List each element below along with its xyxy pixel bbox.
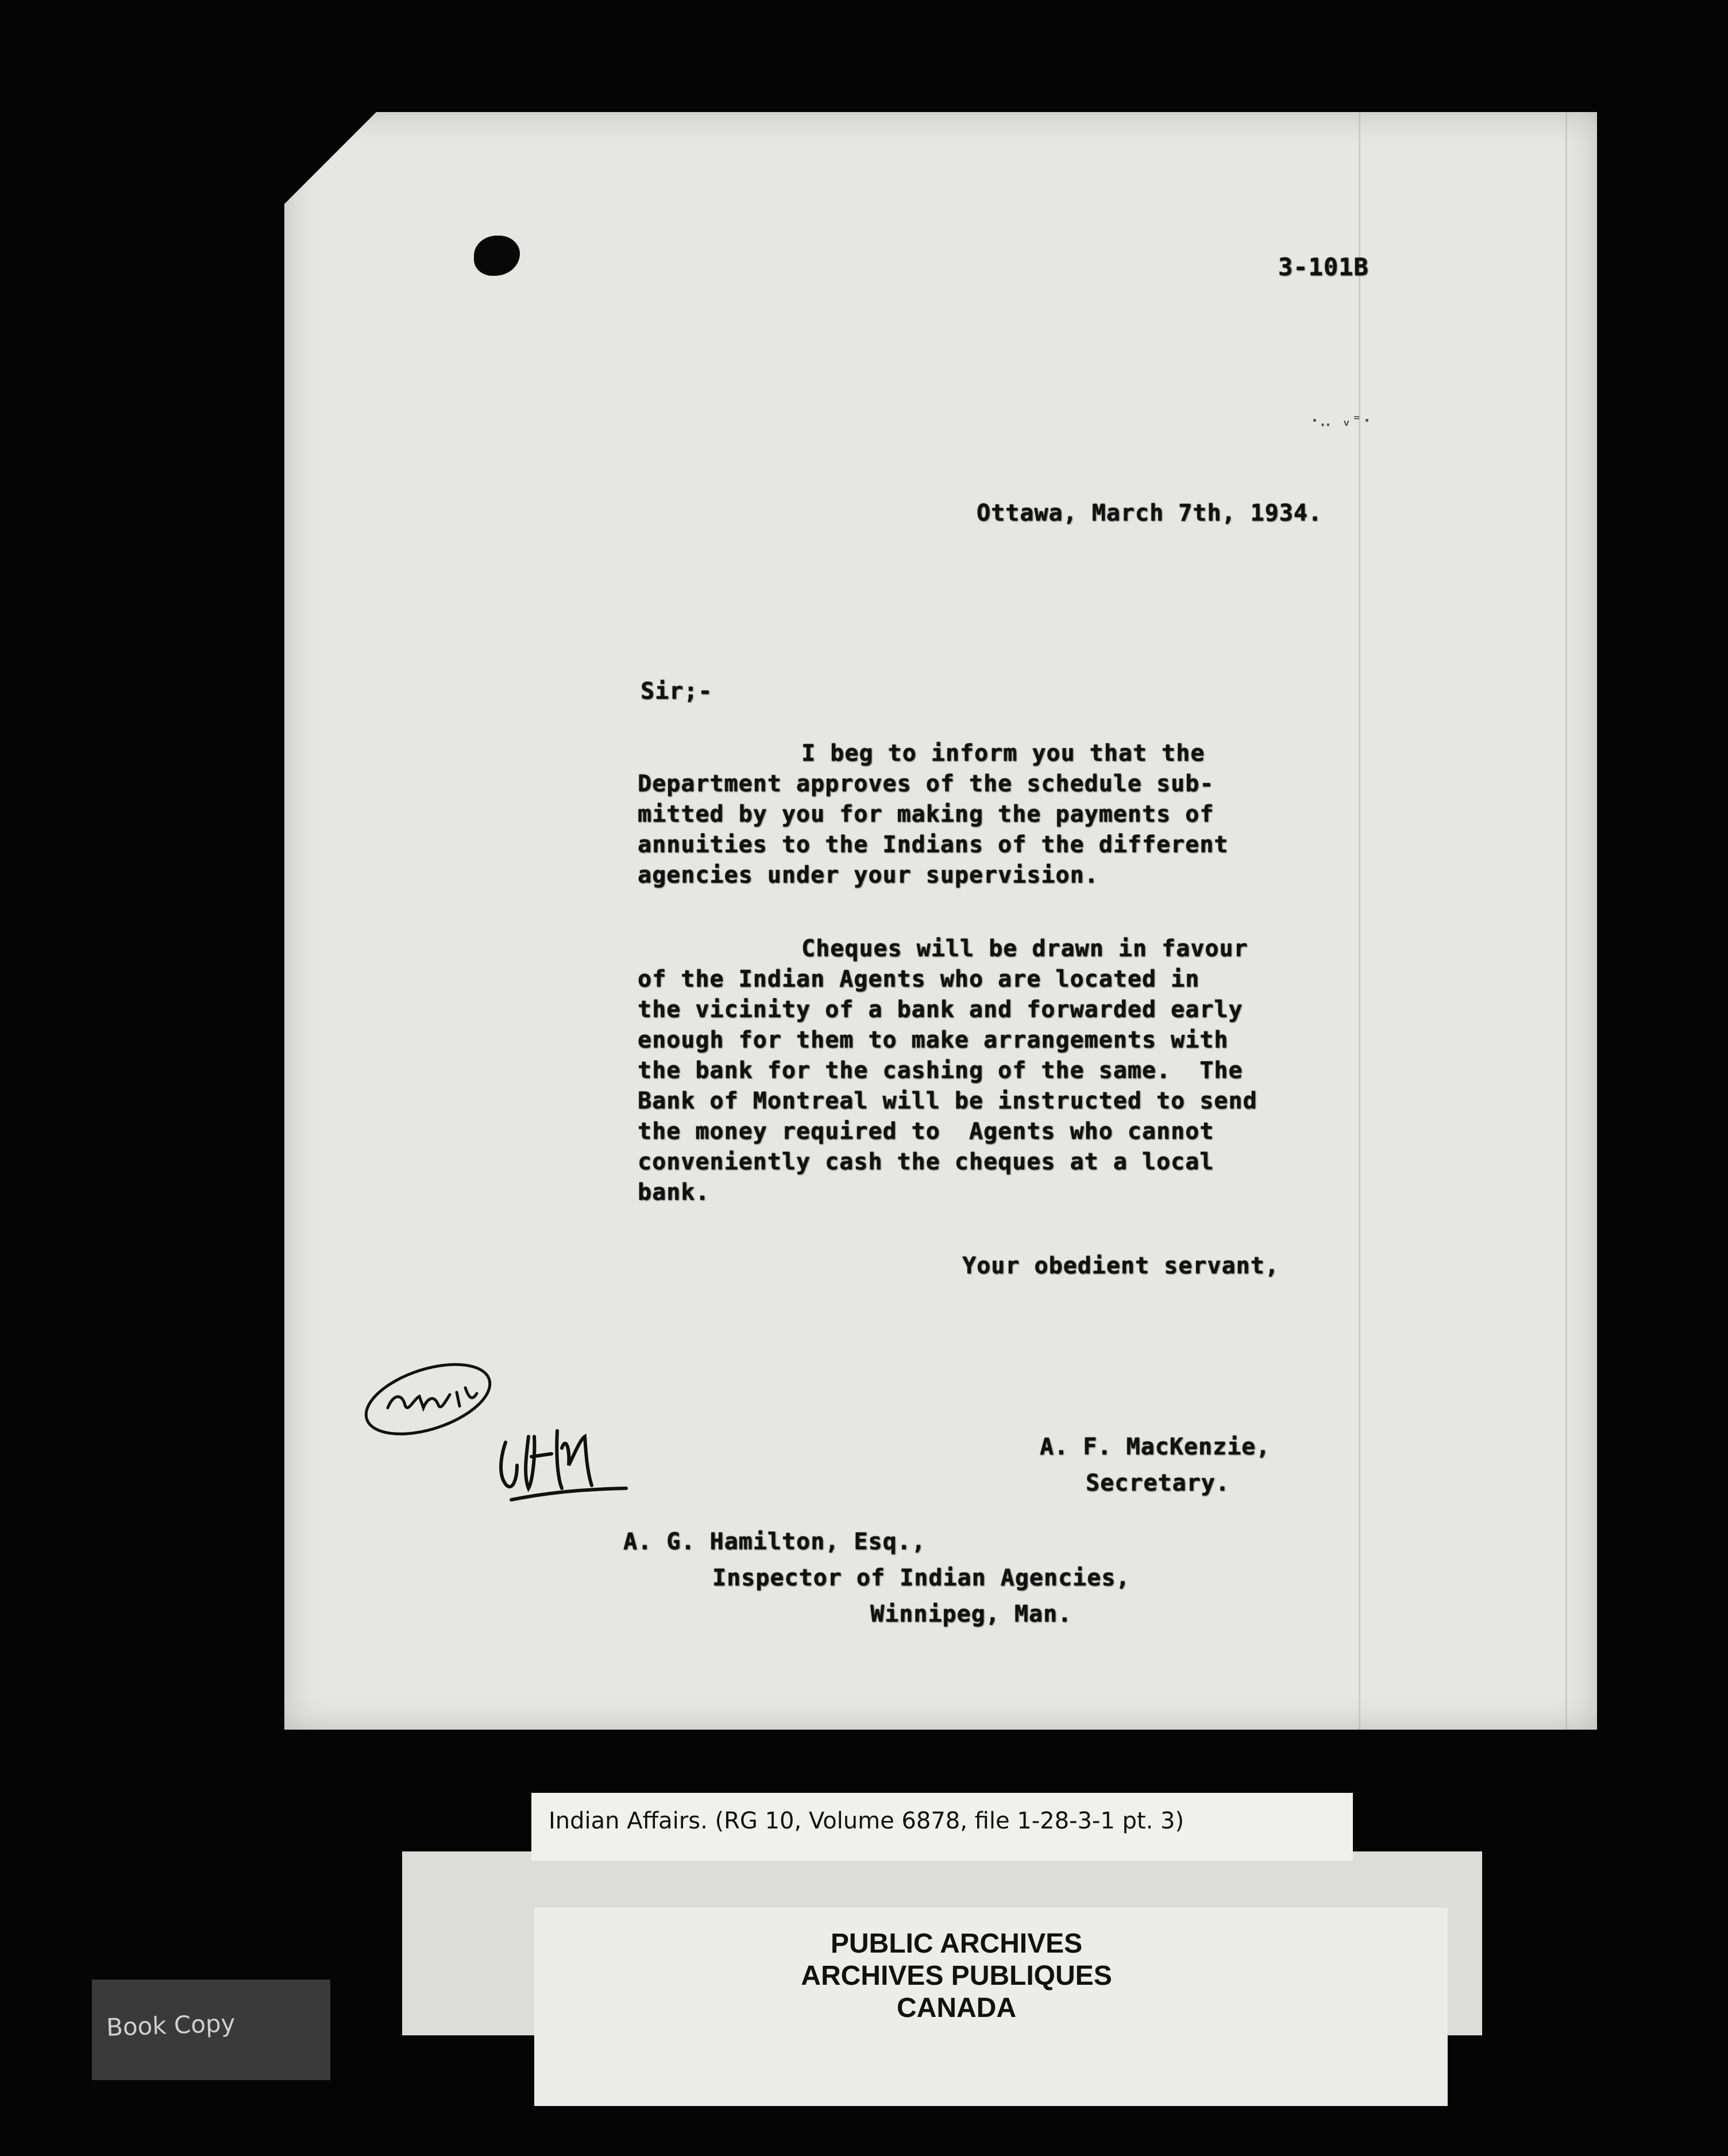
stamp-line: CANADA: [897, 1993, 1016, 2023]
addressee-name: A. G. Hamilton, Esq.,: [623, 1529, 926, 1555]
archive-reference-label: [531, 1793, 1353, 1861]
paragraph-1: [638, 738, 1228, 891]
signer-title: Secretary.: [1086, 1470, 1230, 1496]
paragraph-line: of the Indian Agents who are located in: [638, 966, 1200, 992]
stamp-line: PUBLIC ARCHIVES: [830, 1928, 1083, 1959]
closing: Your obedient servant,: [962, 1253, 1279, 1279]
archive-stamp: [721, 1928, 1192, 2024]
paper-crease: [1359, 112, 1360, 1730]
handwritten-initials-mark: [494, 1414, 655, 1534]
signer-name: A. F. MacKenzie,: [1040, 1434, 1271, 1460]
side-note-text: Book Copy: [106, 2009, 236, 2042]
circled-note-mark: [359, 1353, 497, 1445]
paragraph-line: the bank for the cashing of the same. The: [638, 1057, 1243, 1084]
paragraph-line: agencies under your supervision.: [638, 862, 1099, 888]
paragraph-line: annuities to the Indians of the different: [638, 831, 1229, 858]
addressee-city: Winnipeg, Man.: [870, 1601, 1073, 1627]
date-line: Ottawa, March 7th, 1934.: [977, 500, 1322, 526]
folded-corner: [284, 112, 376, 204]
paragraph-line: Bank of Montreal will be instructed to send: [638, 1088, 1258, 1114]
paragraph-line: I beg to inform you that the: [801, 740, 1205, 767]
stamp-line: ARCHIVES PUBLIQUES: [801, 1961, 1112, 1991]
paragraph-line: conveniently cash the cheques at a local: [638, 1149, 1214, 1175]
paragraph-line: enough for them to make arrangements with: [638, 1027, 1229, 1053]
paragraph-2: [638, 934, 1258, 1208]
addressee-title: Inspector of Indian Agencies,: [712, 1565, 1131, 1591]
paper-crease: [1565, 112, 1567, 1730]
paragraph-line: the vicinity of a bank and forwarded early: [638, 996, 1243, 1023]
salutation: Sir;-: [641, 678, 713, 704]
faint-marks: ·‥ ᵥ⁼·: [1310, 411, 1372, 430]
letter-page: [284, 112, 1597, 1730]
archive-reference-text: Indian Affairs. (RG 10, Volume 6878, file 1-28-3-1 pt. 3): [549, 1808, 1185, 1834]
paragraph-line: bank.: [638, 1179, 710, 1206]
punch-hole: [474, 236, 520, 276]
paragraph-line: Department approves of the schedule sub-: [638, 771, 1214, 797]
paragraph-line: Cheques will be drawn in favour: [801, 935, 1248, 962]
paragraph-line: mitted by you for making the payments of: [638, 801, 1214, 827]
file-number: 3-101B: [1278, 253, 1369, 281]
paragraph-line: the money required to Agents who cannot: [638, 1118, 1214, 1145]
